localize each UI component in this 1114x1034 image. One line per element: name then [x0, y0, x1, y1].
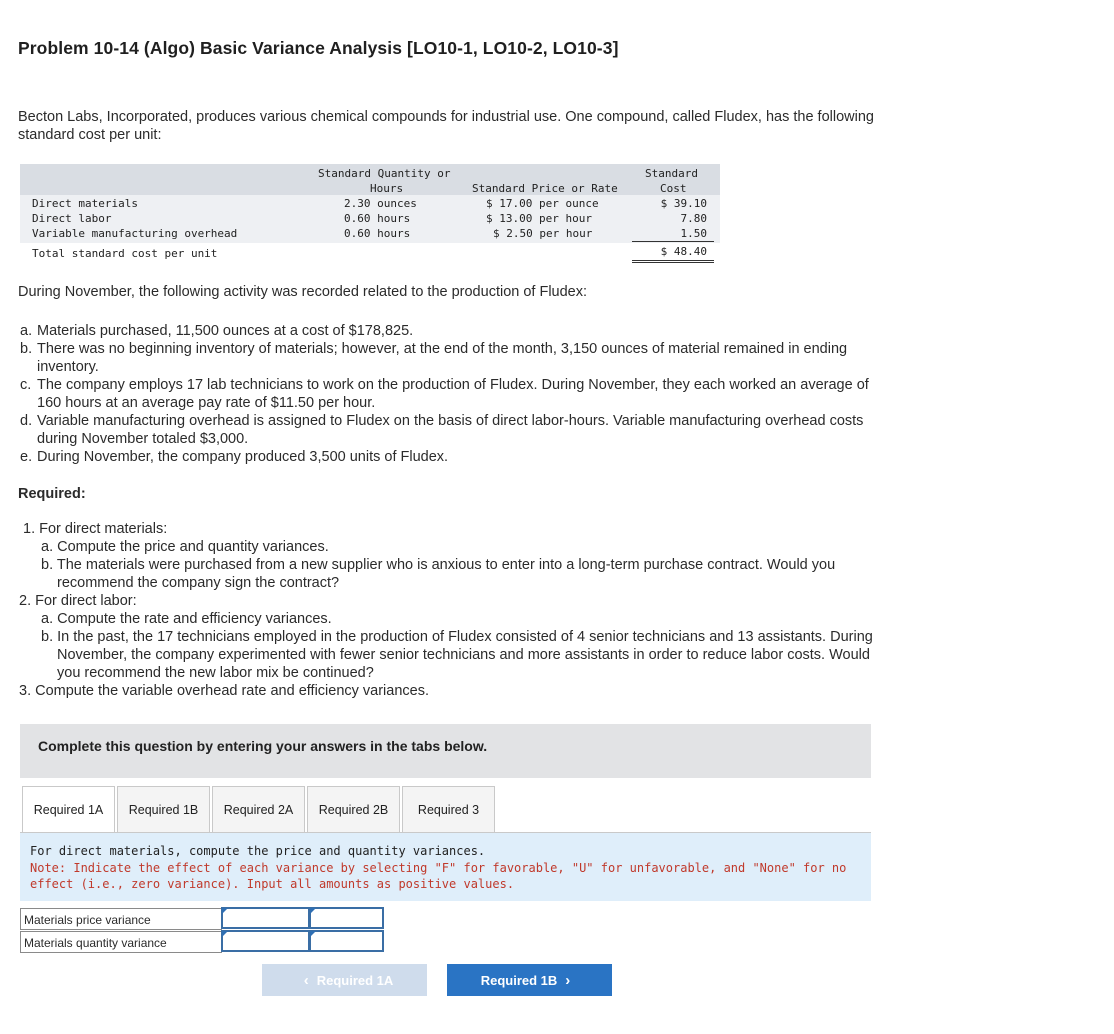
row-price-labor: $ 13.00 per hour — [486, 212, 592, 225]
materials-quantity-variance-amount[interactable] — [221, 930, 310, 952]
next-button[interactable] — [447, 964, 612, 996]
item-text: During November, the company produced 3,500 units of Fludex. — [37, 449, 449, 465]
materials-quantity-variance-effect[interactable] — [309, 930, 384, 952]
item-marker: c. — [20, 377, 32, 393]
total-label: Total standard cost per unit — [32, 247, 218, 260]
row-price-overhead: $ 2.50 per hour — [493, 227, 593, 240]
tab-required-1b[interactable]: Required 1B — [117, 786, 210, 832]
row-price-materials: $ 17.00 per ounce — [486, 197, 599, 210]
header-qty-line1: Standard Quantity or — [318, 167, 451, 180]
required-heading: Required: — [18, 486, 86, 502]
prev-button[interactable] — [262, 964, 427, 996]
question-2: 2. For direct labor: — [19, 593, 137, 609]
intro-line-1: Becton Labs, Incorporated, produces various chemical compounds for industrial use. One compound, called Fludex, has the following — [18, 109, 874, 125]
row-qty-overhead: 0.60 hours — [344, 227, 411, 240]
subtotal-line — [632, 241, 714, 242]
header-cost-line1: Standard — [645, 167, 698, 180]
question-1: 1. For direct materials: — [23, 521, 168, 537]
total-line-2 — [632, 262, 714, 263]
instruction-line: For direct materials, compute the price and quantity variances. — [30, 844, 486, 858]
item-marker: d. — [20, 413, 33, 429]
question-1a: a. Compute the price and quantity variances. — [41, 539, 329, 555]
tab-required-1a[interactable]: Required 1A — [22, 786, 115, 833]
problem-intro — [18, 108, 978, 144]
item-text-cont: 160 hours at an average pay rate of $11.50 per hour. — [37, 395, 376, 411]
question-1b-cont: recommend the company sign the contract? — [57, 575, 340, 591]
row-cost-labor: 7.80 — [680, 212, 707, 225]
item-text-cont: inventory. — [37, 359, 99, 375]
item-marker: a. — [20, 323, 33, 339]
chevron-right-icon: › — [565, 971, 571, 989]
item-text: The company employs 17 lab technicians to work on the production of Fludex. During November, they each worked an average of — [37, 377, 869, 393]
question-2b-cont2: you recommend the new labor mix be continued? — [57, 665, 374, 681]
materials-price-variance-amount[interactable] — [221, 907, 310, 929]
tab-required-3[interactable]: Required 3 — [402, 786, 495, 832]
total-cost: $ 48.40 — [660, 245, 707, 258]
problem-title: Problem 10-14 (Algo) Basic Variance Analysis [LO10-1, LO10-2, LO10-3] — [18, 38, 619, 58]
label-materials-price-variance: Materials price variance — [20, 908, 222, 930]
item-text: There was no beginning inventory of materials; however, at the end of the month, 3,150 ounces of material remained in ending — [37, 341, 848, 357]
row-label-labor: Direct labor — [32, 212, 112, 225]
row-qty-materials: 2.30 ounces — [344, 197, 417, 210]
row-label-materials: Direct materials — [32, 197, 138, 210]
item-marker: e. — [20, 449, 33, 465]
tab-instructions — [20, 833, 871, 901]
header-price: Standard Price or Rate — [472, 182, 618, 195]
materials-price-variance-effect[interactable] — [309, 907, 384, 929]
question-3: 3. Compute the variable overhead rate and efficiency variances. — [19, 683, 430, 699]
instruction-note: Note: Indicate the effect of each variance by selecting "F" for favorable, "U" for unfavorable, and "None" for no effect (i.e., zero variance). Input all amounts as positive values. — [30, 861, 847, 891]
chevron-left-icon: ‹ — [303, 971, 309, 989]
row-cost-materials: $ 39.10 — [660, 197, 707, 210]
item-text-cont: during November totaled $3,000. — [37, 431, 249, 447]
tab-required-2b[interactable]: Required 2B — [307, 786, 400, 832]
intro-line-2: standard cost per unit: — [18, 127, 162, 143]
row-label-overhead: Variable manufacturing overhead — [32, 227, 238, 240]
header-cost-line2: Cost — [660, 182, 687, 195]
header-qty-line2: Hours — [370, 182, 404, 195]
prev-button-label: Required 1A — [316, 972, 394, 988]
question-1b: b. The materials were purchased from a new supplier who is anxious to enter into a long-term purchase contract. Would you — [41, 557, 836, 573]
answer-table — [20, 906, 384, 954]
instruction-banner — [20, 724, 871, 778]
question-2b: b. In the past, the 17 technicians employed in the production of Fludex consisted of 4 senior technicians and 13 assistants. During — [41, 629, 873, 645]
row-cost-overhead: 1.50 — [680, 227, 707, 240]
item-text: Variable manufacturing overhead is assigned to Fludex on the basis of direct labor-hours. Variable manufacturing overhead costs — [37, 413, 864, 429]
tab-required-2a[interactable]: Required 2A — [212, 786, 305, 832]
item-marker: b. — [20, 341, 33, 357]
item-text: Materials purchased, 11,500 ounces at a cost of $178,825. — [37, 323, 414, 339]
total-line-1 — [632, 260, 714, 261]
banner-text: Complete this question by entering your answers in the tabs below. — [38, 738, 488, 754]
next-button-label: Required 1B — [480, 972, 558, 988]
question-2b-cont: November, the company experimented with fewer senior technicians and more assistants in order to reduce labor costs. Would — [57, 647, 870, 663]
standard-cost-table — [20, 164, 720, 264]
activity-intro: During November, the following activity was recorded related to the production of Fludex: — [18, 284, 588, 300]
row-qty-labor: 0.60 hours — [344, 212, 411, 225]
label-materials-quantity-variance: Materials quantity variance — [20, 931, 222, 953]
question-2a: a. Compute the rate and efficiency variances. — [41, 611, 332, 627]
